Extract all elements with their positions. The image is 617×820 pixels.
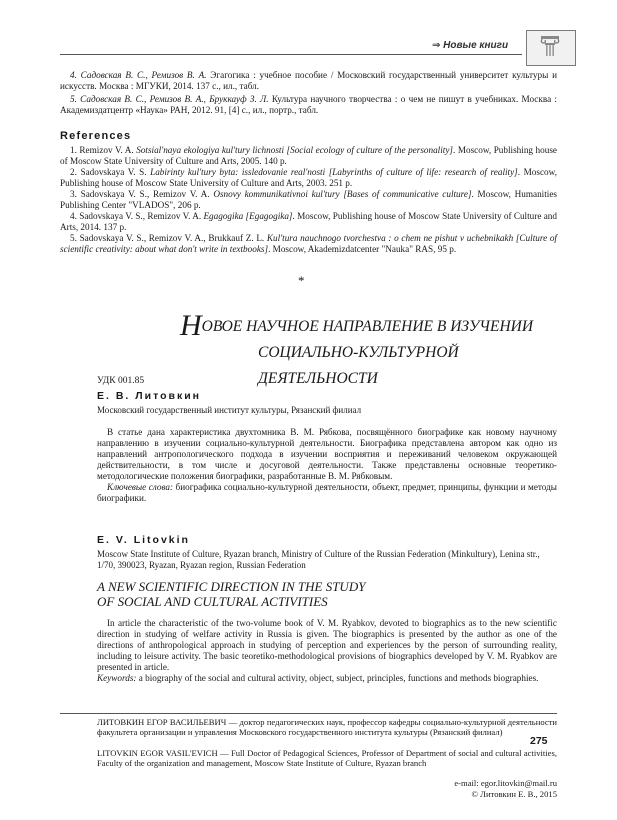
author-email: e-mail: egor.litovkin@mail.ru <box>454 778 557 788</box>
reference-item: 2. Sadovskaya V. S. Labirinty kul'tury byta: issledovanie real'nosti [Labyrinths of culture of life: research of reality]. Moscow, Publishing house of Moscow State University of Culture and Arts, 2003. 251 p. <box>60 167 557 188</box>
references-list <box>60 145 557 255</box>
ru-ref-4: 4. Садовская В. С., Ремизов В. А. Эгагогика : учебное пособие / Московский государственный университет культуры и искусств. Москва : МГУКИ, 2014. 137 с., ил., табл. <box>60 70 557 91</box>
author-name: Е. В. Литовкин <box>97 390 202 402</box>
column-capital-icon <box>540 35 560 57</box>
references-heading: References <box>60 130 132 142</box>
author-name-en: E. V. Litovkin <box>97 534 190 546</box>
bio-rule <box>60 713 557 714</box>
reference-item: 5. Sadovskaya V. S., Remizov V. A., Brukkauf Z. L. Kul'tura nauchnogo tvorchestva : o chem ne pishut v uchebnikakh [Culture of scientific creativity: about what don't write in textbooks]. Moscow, Akademizdatcenter "Nauka" RAS, 95 p. <box>60 233 557 254</box>
udk-code: УДК 001.85 <box>97 376 145 386</box>
author-bio-en: LITOVKIN EGOR VASIL'EVICH — Full Doctor of Pedagogical Sciences, Professor of Department of social and cultural activities, Faculty of the organization and management, Moscow State Institute of Culture, Ryazan branch <box>97 748 557 768</box>
article-title-en: A NEW SCIENTIFIC DIRECTION IN THE STUDY OF SOCIAL AND CULTURAL ACTIVITIES <box>97 579 366 609</box>
author-bio-ru: ЛИТОВКИН ЕГОР ВАСИЛЬЕВИЧ — доктор педагогических наук, профессор кафедры социально-культурной деятельности факультета организации и управления Московского государственного института культуры (Рязанский филиал) <box>97 717 557 737</box>
reference-item: 3. Sadovskaya V. S., Remizov V. A. Osnovy kommunikativnoi kul'tury [Bases of communicative culture]. Moscow, Humanities Publishing Center "VLADOS", 206 p. <box>60 189 557 210</box>
article-title: НОВОЕ НАУЧНОЕ НАПРАВЛЕНИЕ В ИЗУЧЕНИИ СОЦИАЛЬНО-КУЛЬТУРНОЙ ДЕЯТЕЛЬНОСТИ <box>180 309 534 387</box>
page-number: 275 <box>530 735 548 747</box>
reference-item: 1. Remizov V. A. Sotsial'naya ekologiya kul'tury lichnosti [Social ecology of culture of the personality]. Moscow, Publishing house of Moscow State University of Culture and Arts, 2005. 140 p. <box>60 145 557 166</box>
copyright: © Литовкин Е. В., 2015 <box>471 789 557 799</box>
reference-item: 4. Sadovskaya V. S., Remizov V. A. Egagogika [Egagogika]. Moscow, Publishing house of Moscow State University of Culture and Arts, 2014. 137 p. <box>60 211 557 232</box>
ru-ref-5: 5. Садовская В. С., Ремизов В. А., Бруккауф З. Л. Культура научного творчества : о чем не пишут в учебниках. Москва : Академиздатцентр «Наука» РАН, 2012. 91, [4] с., ил., портр., табл. <box>60 94 557 115</box>
title-dropcap: Н <box>180 309 202 342</box>
author-institution: Московский государственный институт культуры, Рязанский филиал <box>97 405 362 415</box>
abstract-ru: В статье дана характеристика двухтомника В. М. Рябкова, посвящённого биографике как новому научному направлению в изучении социально-культурной деятельности. Биографика представлена автором как одно из направлений антропологического подхода в изучении восприятия и переживаний человеком окружающей действительности, в том числе и досуговой деятельности. Также представлены основные теоретико-методологические положения биографики, разработанные В. М. Рябковым. Ключевые слова: биографика социально-культурной деятельности, объект, предмет, принципы, функции и методы биографики. <box>97 427 557 503</box>
author-institution-en: Moscow State Institute of Culture, Ryazan branch, Ministry of Culture of the Russian Federation (Minkultury), Lenina str., 1/70, 390023, Ryazan, Ryazan region, Russian Federation <box>97 549 540 570</box>
abstract-en: In article the characteristic of the two-volume book of V. M. Ryabkov, devoted to biographics as to the new scientific direction in studying of welfare activity in Russia is given. The biographics is presented by the author as one of the directions of anthropological approach in studying of perception and experiences by the person of surrounding reality, including to leisure activity. The basic teoretiko-methodological provisions of biographics developed by V. M. Ryabkov are presented in article. Keywords: a biography of the social and cultural activity, object, subject, principles, functions and methods biographies. <box>97 618 557 683</box>
section-label: ⇒ Новые книги <box>432 40 509 51</box>
header-rule <box>60 54 522 55</box>
section-separator: * <box>298 273 305 288</box>
